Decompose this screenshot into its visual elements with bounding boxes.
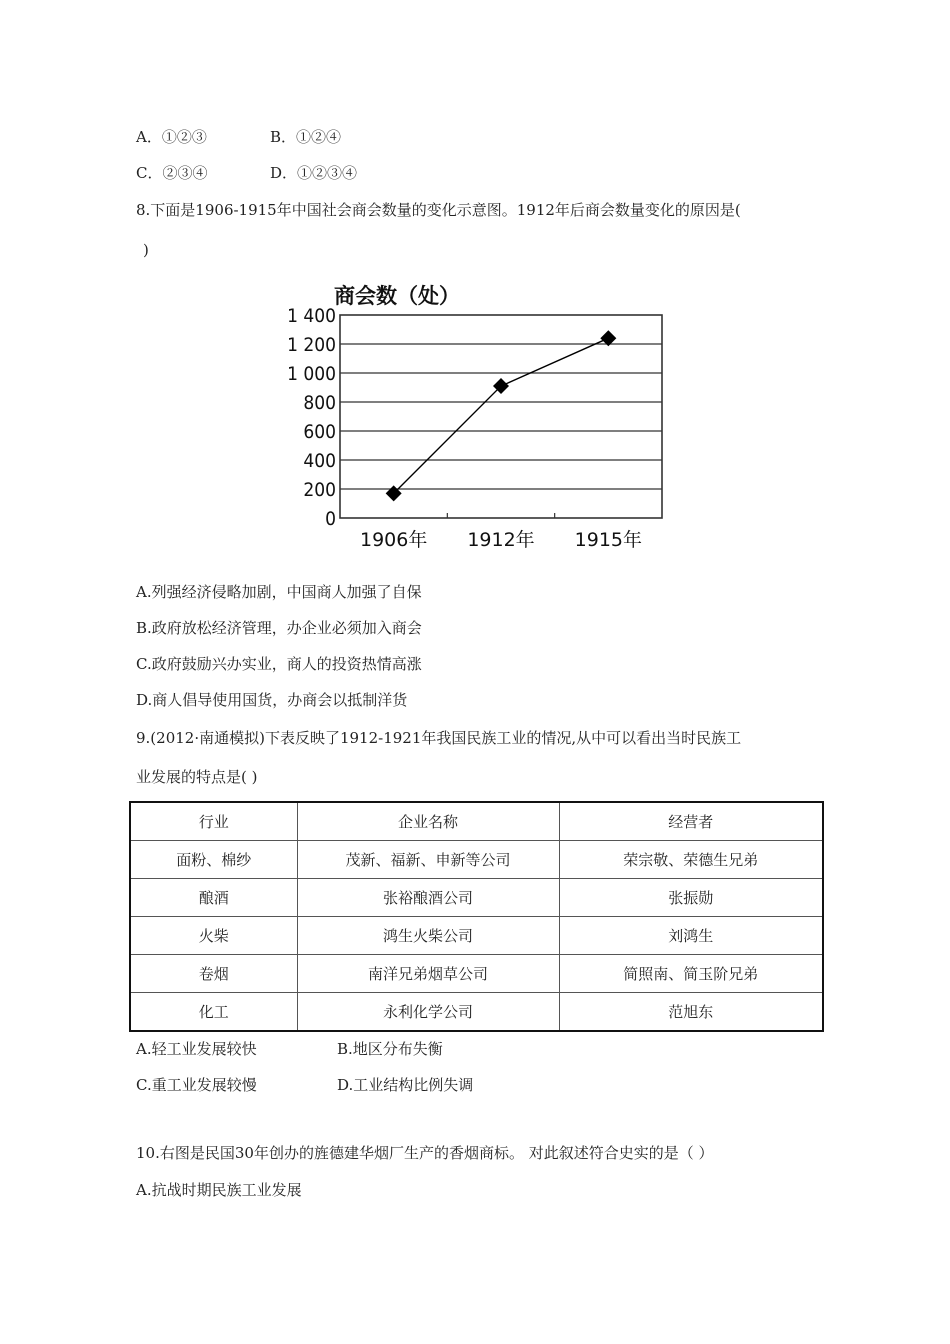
table-cell: 酿酒 bbox=[130, 879, 297, 917]
q10-stem: 10.右图是民国30年创办的旌德建华烟厂生产的香烟商标。 对此叙述符合史实的是（ ） bbox=[136, 1144, 714, 1162]
chart-title: 商会数（处） bbox=[334, 284, 460, 308]
series-line bbox=[394, 338, 609, 493]
table-header-row bbox=[130, 802, 823, 841]
table-row bbox=[130, 841, 823, 879]
table-cell: 简照南、简玉阶兄弟 bbox=[559, 955, 823, 993]
table-cell: 茂新、福新、申新等公司 bbox=[297, 841, 559, 879]
option-letter: A． bbox=[136, 128, 162, 146]
table-cell: 火柴 bbox=[130, 917, 297, 955]
x-tick-label: 1915年 bbox=[574, 529, 643, 551]
option-letter: B． bbox=[270, 128, 297, 146]
y-tick-label: 0 bbox=[325, 508, 336, 530]
q9-option-d: D.工业结构比例失调 bbox=[337, 1076, 474, 1094]
y-tick-label: 1 400 bbox=[287, 305, 336, 327]
y-axis bbox=[287, 305, 336, 530]
table-cell: 刘鸿生 bbox=[559, 917, 823, 955]
table-cell: 荣宗敬、荣德生兄弟 bbox=[559, 841, 823, 879]
table-row bbox=[130, 955, 823, 993]
table-cell: 卷烟 bbox=[130, 955, 297, 993]
table-cell: 鸿生火柴公司 bbox=[297, 917, 559, 955]
q8-option-b: B.政府放松经济管理，办企业必须加入商会 bbox=[136, 619, 422, 637]
q8-option-c: C.政府鼓励兴办实业，商人的投资热情高涨 bbox=[136, 655, 422, 673]
y-tick-label: 1 200 bbox=[287, 334, 336, 356]
option-text: ①②④ bbox=[296, 128, 342, 146]
q7-option-c bbox=[136, 163, 208, 183]
plot-frame bbox=[340, 315, 662, 518]
y-tick-label: 800 bbox=[303, 392, 336, 414]
table-cell: 南洋兄弟烟草公司 bbox=[297, 955, 559, 993]
q7-option-a bbox=[136, 127, 207, 147]
q7-option-b bbox=[270, 127, 341, 147]
option-text: ②③④ bbox=[162, 164, 208, 182]
table-row bbox=[130, 993, 823, 1032]
q9-option-a: A.轻工业发展较快 bbox=[136, 1040, 257, 1058]
option-letter: C． bbox=[136, 164, 163, 182]
table-cell: 张振勋 bbox=[559, 879, 823, 917]
table-row bbox=[130, 879, 823, 917]
q8-stem-paren: ) bbox=[143, 241, 149, 259]
option-letter: D． bbox=[270, 164, 298, 182]
q8-option-a: A.列强经济侵略加剧，中国商人加强了自保 bbox=[136, 583, 422, 601]
x-tick-label: 1906年 bbox=[359, 529, 428, 551]
option-text: ①②③ bbox=[161, 128, 207, 146]
table-cell: 永利化学公司 bbox=[297, 993, 559, 1032]
q9-option-b: B.地区分布失衡 bbox=[337, 1040, 443, 1058]
y-tick-label: 600 bbox=[303, 421, 336, 443]
header-enterprise: 企业名称 bbox=[297, 802, 559, 841]
table-row bbox=[130, 917, 823, 955]
table-cell: 化工 bbox=[130, 993, 297, 1032]
q7-option-d bbox=[270, 163, 357, 183]
q10-option-a: A.抗战时期民族工业发展 bbox=[136, 1181, 302, 1199]
q9-option-c: C.重工业发展较慢 bbox=[136, 1076, 257, 1094]
industry-table bbox=[129, 801, 824, 1032]
table-cell: 面粉、棉纱 bbox=[130, 841, 297, 879]
x-tick-label: 1912年 bbox=[467, 529, 535, 551]
series bbox=[386, 330, 617, 501]
chamber-count-line-chart bbox=[270, 275, 670, 560]
chart-grid bbox=[340, 315, 662, 518]
q9-stem-cont: 业发展的特点是( ) bbox=[136, 768, 258, 786]
header-operator: 经营者 bbox=[559, 802, 823, 841]
q8-option-d: D.商人倡导使用国货，办商会以抵制洋货 bbox=[136, 691, 408, 709]
y-tick-label: 400 bbox=[303, 450, 336, 472]
table-cell: 张裕酿酒公司 bbox=[297, 879, 559, 917]
table-cell: 范旭东 bbox=[559, 993, 823, 1032]
q8-stem: 8.下面是1906-1915年中国社会商会数量的变化示意图。1912年后商会数量变化的原因是( bbox=[136, 201, 741, 219]
option-text: ①②③④ bbox=[297, 164, 358, 182]
q9-stem: 9.(2012·南通模拟)下表反映了1912-1921年我国民族工业的情况,从中可以看出当时民族工 bbox=[136, 729, 742, 747]
y-tick-label: 1 000 bbox=[287, 363, 336, 385]
y-tick-label: 200 bbox=[303, 479, 336, 501]
header-industry: 行业 bbox=[130, 802, 297, 841]
